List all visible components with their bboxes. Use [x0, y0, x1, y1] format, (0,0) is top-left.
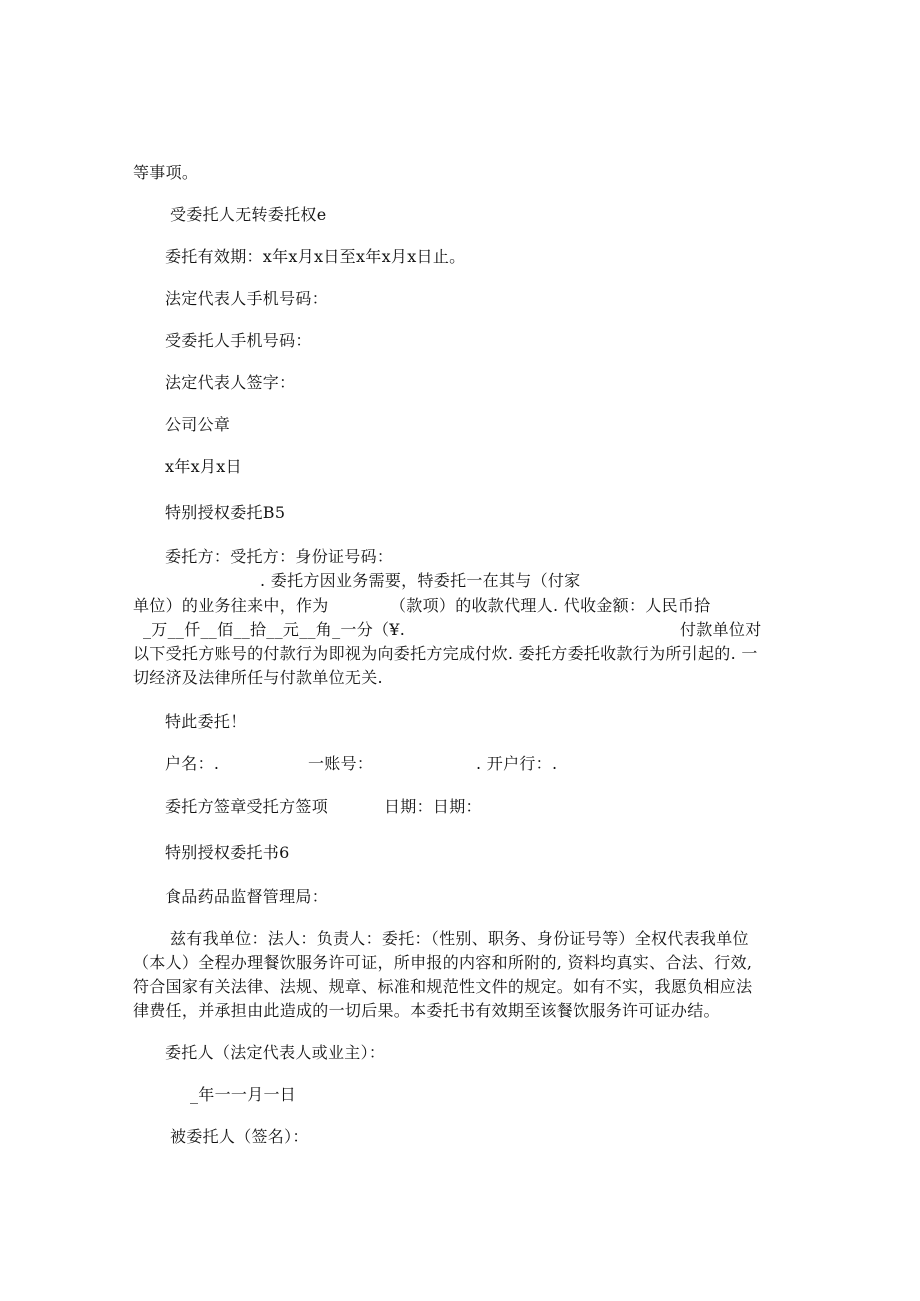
paragraph-line: 以下受托方账号的付款行为即视为向委托方完成付炊. 委托方委托收款行为所引起的. 一: [133, 644, 758, 663]
addressee: 食品药品监督管理局：: [165, 887, 329, 906]
section-heading-6: 特别授权委托书6: [165, 843, 290, 862]
bank-label: . 开户行：.: [476, 754, 558, 773]
no-subdelegation-clause: 受委托人无转委托权e: [170, 205, 327, 224]
legal-rep-phone-label: 法定代表人手机号码：: [165, 289, 329, 308]
paragraph-line: . 委托方因业务需要，特委托一在其与（付家: [260, 571, 581, 590]
account-name-label: 户名：.: [165, 754, 220, 773]
section-heading-b5: 特别授权委托B5: [165, 503, 286, 522]
validity-period: 委托有效期：x年x月x日至x年x月x日止。: [165, 247, 466, 266]
company-seal-label: 公司公章: [165, 415, 231, 434]
legal-rep-signature-label: 法定代表人签字：: [165, 373, 296, 392]
date-blank-line: _年一一月一日: [190, 1085, 297, 1104]
paragraph-line: 符合国家有关法律、法规、规章、标准和规范性文件的规定。如有不实，我愿负相应法: [133, 977, 753, 996]
principal-signature-label: 委托人（法定代表人或业主）：: [165, 1043, 386, 1062]
closing-statement: 特此委托！: [165, 712, 247, 731]
agent-signature-label: 被委托人（签名）：: [170, 1127, 309, 1146]
date-line: x年x月x日: [165, 457, 242, 476]
paragraph-line: （本人）全程办理餐饮服务许可证，所申报的内容和所附的, 资料均真实、合法、行效,: [133, 953, 753, 972]
amount-line: _万__仟__佰__拾__元__角_一分（¥.: [143, 620, 406, 639]
paragraph-line: 单位）的业务往来中，作为: [133, 596, 329, 615]
paragraph-line: 兹有我单位：法人：负责人：委托：（性别、职务、身份证号等）全权代表我单位: [170, 929, 749, 948]
account-number-label: 一账号：: [308, 754, 374, 773]
paragraph-line: 付款单位对: [680, 620, 762, 639]
date-labels: 日期：日期：: [384, 797, 482, 816]
paragraph-line: （款项）的收款代理人. 代收金额：人民币拾: [390, 596, 711, 615]
paragraph-line: 切经济及法律所任与付款单位无关.: [133, 668, 383, 687]
signature-line: 委托方签章受托方签项: [165, 797, 329, 816]
text-continuation: 等事项。: [133, 163, 199, 182]
parties-line: 委托方：受托方：身份证号码：: [165, 547, 394, 566]
agent-phone-label: 受委托人手机号码：: [165, 331, 312, 350]
paragraph-line: 律费任，并承担由此造成的一切后果。本委托书有效期至该餐饮服务许可证办结。: [133, 1001, 720, 1020]
